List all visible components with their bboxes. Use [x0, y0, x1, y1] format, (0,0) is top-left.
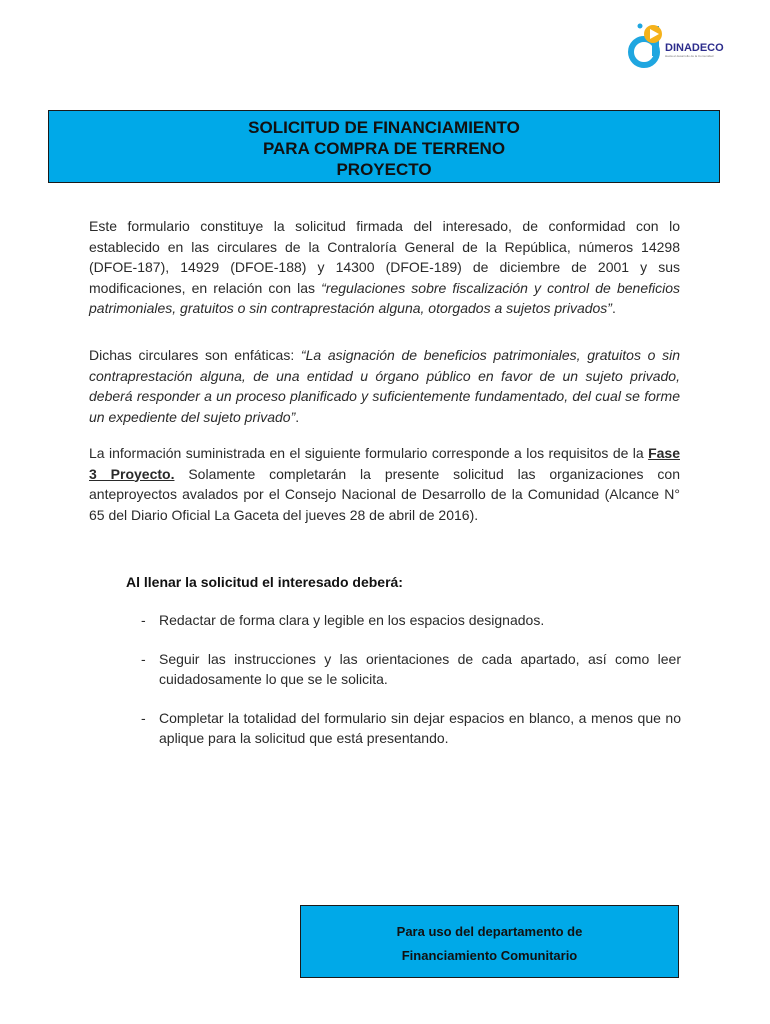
list-item-text: Completar la totalidad del formulario sin dejar espacios en blanco, a menos que no aplique para la solicitud que está presentando.: [159, 709, 681, 746]
logo-tagline: Hacia el desarrollo de la Comunidad: [665, 54, 714, 58]
bullet-dash: -: [141, 612, 146, 628]
circulares-text: Dichas circulares son enfáticas:: [89, 347, 301, 363]
fase-paragraph: [89, 443, 680, 525]
title-line-2: PARA COMPRA DE TERRENO: [262, 139, 506, 158]
fase-text-before: La información suministrada en el siguiente formulario corresponde a los requisitos de la: [89, 445, 649, 461]
fase-emphasis: Fase 3 Proyecto.: [89, 445, 680, 482]
title-line-3: PROYECTO: [336, 160, 432, 179]
list-item: [141, 610, 681, 631]
list-item-text: Seguir las instrucciones y las orientaciones de cada apartado, así como leer cuidadosamente lo que se le solicita.: [159, 650, 681, 687]
office-line-1: Para uso del departamento de: [396, 924, 583, 939]
intro-paragraph: [89, 216, 680, 319]
instructions-heading: Al llenar la solicitud el interesado deberá:: [126, 574, 403, 590]
list-item: [141, 649, 681, 690]
office-use-box: [300, 905, 679, 978]
circulares-end: .: [295, 408, 300, 425]
bullet-dash: -: [141, 709, 146, 726]
list-item-text: Redactar de forma clara y legible en los espacios designados.: [159, 612, 545, 628]
intro-quote: “regulaciones sobre fiscalización y control de beneficios patrimoniales, gratuitos o sin contraprestación alguna, otorgados a sujetos privados”: [89, 279, 681, 316]
list-item: [141, 708, 681, 749]
fase-text-after: Solamente completarán la presente solicitud las organizaciones con anteproyectos avalados por el Consejo Nacional de Desarrollo de la Comunidad (Alcance N° 65 del Diario Oficial La Gaceta del jueves 28 de abril de 2016).: [89, 465, 681, 523]
instructions-list: [141, 610, 681, 767]
title-box: [48, 110, 720, 183]
circulares-quote: “La asignación de beneficios patrimoniales, gratuitos o sin contraprestación alguna, de una entidad u órgano público en favor de un sujeto privado, deberá responder a un proceso planificado y suficientemente fundamentado, del cual se forme un expediente del sujeto privado”: [89, 347, 680, 425]
title-line-1: SOLICITUD DE FINANCIAMIENTO: [248, 118, 520, 137]
logo-wordmark: DINADECO: [665, 42, 724, 54]
intro-end: .: [611, 300, 616, 316]
office-line-2: Financiamiento Comunitario: [401, 948, 578, 963]
intro-text: Este formulario constituye la solicitud firmada del interesado, de conformidad con lo establecido en las circulares de la Contraloría General de la República, números 14298 (DFOE-187), 14929 (DFOE-188) y 14300 (DFOE-189) de diciembre de 2001 y sus modificaciones, en relación con las: [89, 218, 680, 296]
circulares-paragraph: [89, 345, 680, 427]
bullet-dash: -: [141, 650, 146, 667]
